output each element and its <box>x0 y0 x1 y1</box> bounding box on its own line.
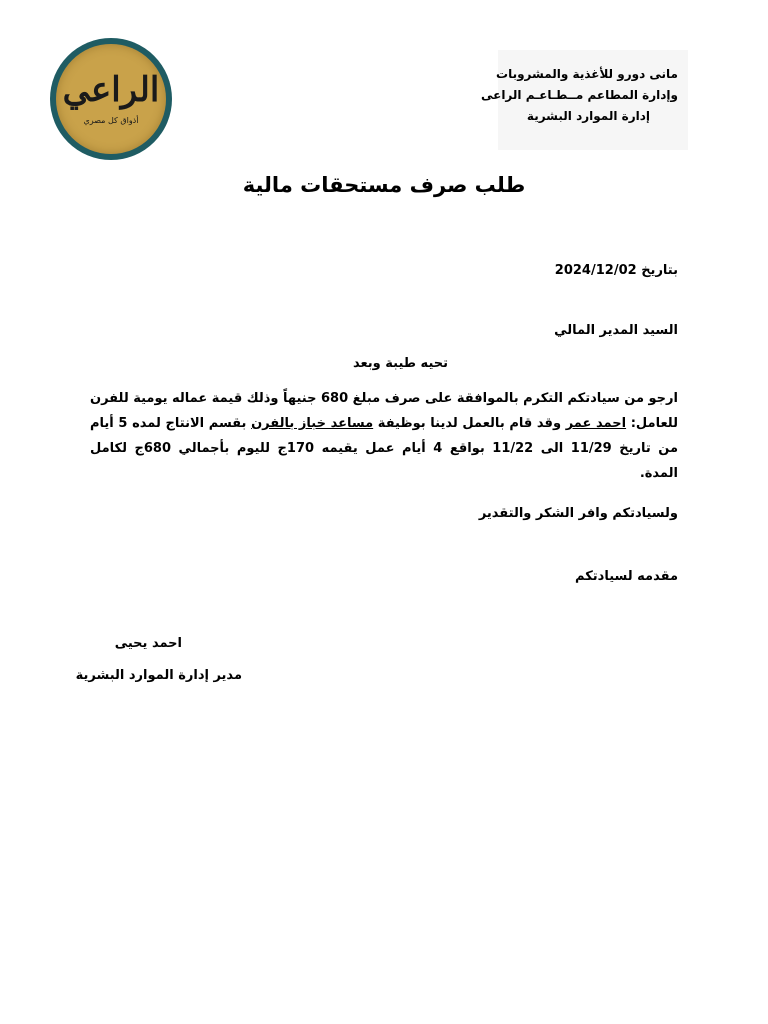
worker-name: احمد عمر <box>565 416 627 431</box>
company-logo <box>50 38 172 160</box>
company-name: مانى دورو للأغذية والمشروبات <box>496 67 678 81</box>
logo-wordmark: الراعي <box>62 70 160 110</box>
thanks-line: ولسيادتكم وافر الشكر والتقدير <box>478 506 678 521</box>
date-label: بتاريخ <box>641 263 678 278</box>
body-part-2: وقد قام بالعمل لدينا بوظيفة <box>373 416 566 431</box>
document-title: طلب صرف مستحقات مالية <box>242 173 526 197</box>
logo-badge <box>56 44 166 154</box>
body-part-3: بقسم الانتاج لمده 5 أيام من تاريخ 11/29 الى 11/22 بواقع 4 أيام عمل يقيمه 170ج لليوم بأجمالي 680ج لكامل المدة. <box>90 416 679 481</box>
request-body <box>90 386 678 486</box>
job-title: مساعد خباز بالفرن <box>251 416 374 431</box>
submitted-to-line: مقدمه لسيادتكم <box>575 569 678 584</box>
company-header <box>480 50 688 150</box>
hr-department: إدارة الموارد البشرية <box>526 109 650 123</box>
signatory-name: احمد يحيى <box>114 636 182 651</box>
signatory-title: مدير إدارة الموارد البشرية <box>75 668 242 683</box>
salutation: تحيه طيبة وبعد <box>352 356 448 371</box>
restaurant-management: وإدارة المطاعم مــطـاعـم الراعى <box>480 88 678 102</box>
recipient-greeting: السيد المدير المالي <box>554 323 678 338</box>
body-part-1: ارجو من سيادتكم التكرم بالموافقة على صرف مبلغ 680 جنيهاً وذلك قيمة عماله يومية للفرن للعامل: <box>89 391 678 431</box>
date-row <box>555 262 678 280</box>
logo-tagline: أذواق كل مصري <box>83 116 139 125</box>
date-value: 2024/12/02 <box>554 263 637 278</box>
